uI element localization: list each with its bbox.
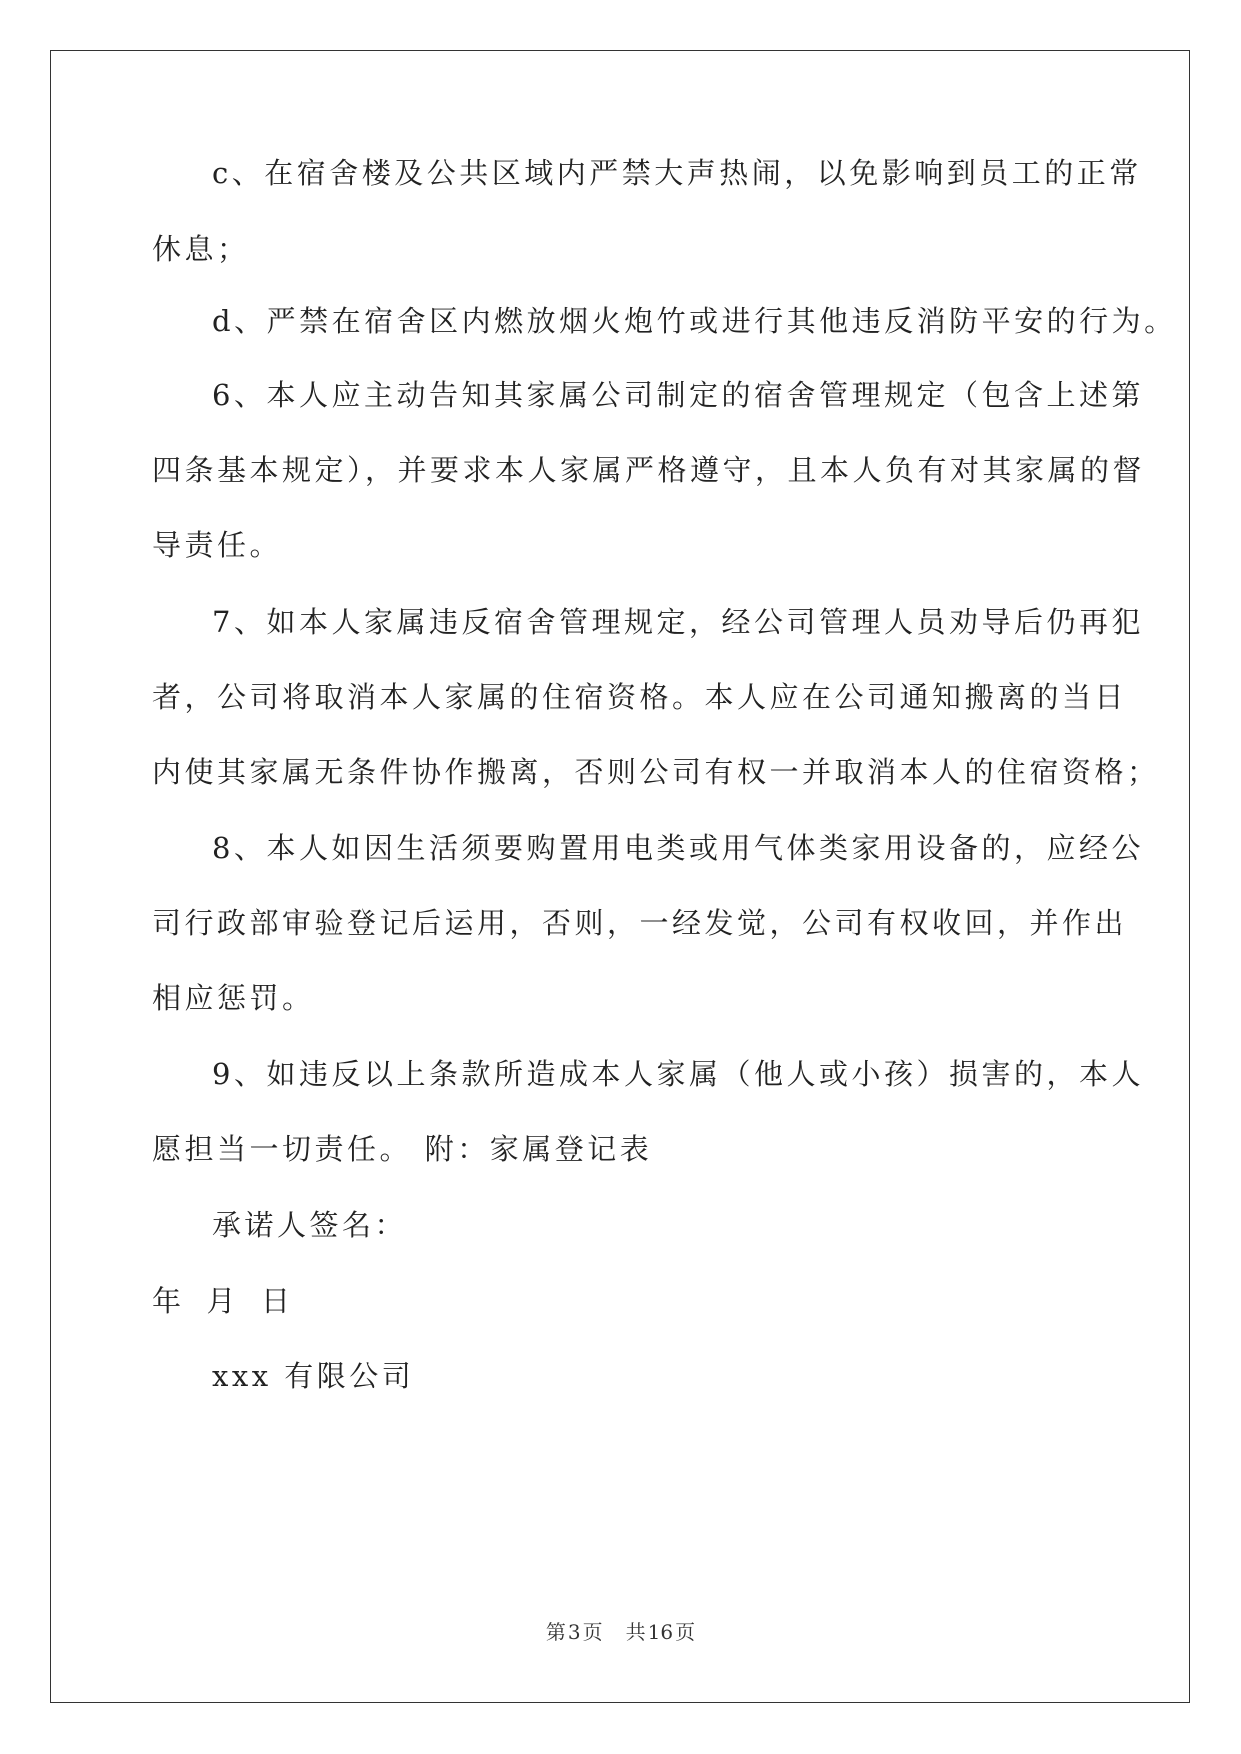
footer-total-prefix: 共 <box>625 1620 646 1644</box>
paragraph-line: 司行政部审验登记后运用，否则，一经发觉，公司有权收回，并作出 <box>152 906 1128 940</box>
company-name: xxx 有限公司 <box>212 1359 415 1393</box>
date-line <box>152 1283 316 1319</box>
footer-page-suffix: 页 <box>582 1620 603 1644</box>
page-footer <box>0 1620 1241 1644</box>
paragraph-line: 愿担当一切责任。 附：家属登记表 <box>152 1132 653 1166</box>
footer-page-prefix: 第 <box>545 1620 566 1644</box>
paragraph-line-item-7: 7、如本人家属违反宿舍管理规定，经公司管理人员劝导后仍再犯 <box>212 605 1144 639</box>
paragraph-line-c: c、在宿舍楼及公共区域内严禁大声热闹，以免影响到员工的正常 <box>212 156 1142 190</box>
date-day: 日 <box>261 1284 294 1318</box>
paragraph-line-d: d、严禁在宿舍区内燃放烟火炮竹或进行其他违反消防平安的行为。 <box>212 304 1177 338</box>
signature-label: 承诺人签名： <box>212 1208 408 1242</box>
date-month: 月 <box>206 1284 240 1318</box>
paragraph-line: 四条基本规定），并要求本人家属严格遵守，且本人负有对其家属的督 <box>152 453 1146 487</box>
paragraph-line-item-8: 8、本人如因生活须要购置用电类或用气体类家用设备的，应经公 <box>212 831 1144 865</box>
paragraph-line: 休息； <box>152 232 250 266</box>
page-border <box>50 50 1190 1703</box>
footer-total-pages: 16 <box>647 1620 674 1644</box>
footer-page-number: 3 <box>567 1620 581 1644</box>
paragraph-line: 内使其家属无条件协作搬离，否则公司有权一并取消本人的住宿资格； <box>152 755 1160 789</box>
paragraph-line: 相应惩罚。 <box>152 981 315 1015</box>
paragraph-line-item-9: 9、如违反以上条款所造成本人家属（他人或小孩）损害的，本人 <box>212 1057 1144 1091</box>
paragraph-line: 导责任。 <box>152 528 283 562</box>
footer-total-suffix: 页 <box>675 1620 696 1644</box>
paragraph-line-item-6: 6、本人应主动告知其家属公司制定的宿舍管理规定（包含上述第 <box>212 378 1144 412</box>
paragraph-line: 者，公司将取消本人家属的住宿资格。本人应在公司通知搬离的当日 <box>152 680 1128 714</box>
date-year: 年 <box>152 1284 185 1318</box>
